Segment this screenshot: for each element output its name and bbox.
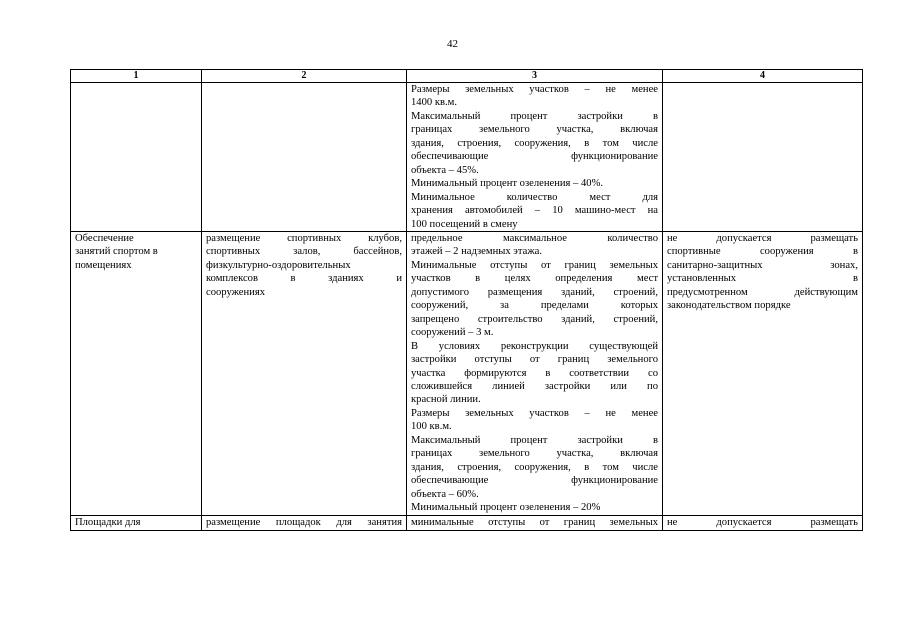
cell-text-line: участка формируются в соответствии со (411, 367, 658, 379)
cell-text-line: обеспечивающие функционирование (411, 151, 658, 163)
cell-text-line: сооружений, за пределами которых (411, 300, 658, 312)
cell-text-line: Обеспечение (75, 232, 134, 244)
cell-text-line: Минимальное количество мест для (411, 191, 658, 203)
row-1-col-2 (202, 83, 407, 232)
cell-text-line: В условиях реконструкции существующей (411, 340, 658, 352)
column-header-3: 3 (407, 70, 663, 83)
cell-text-line: 100 кв.м. (411, 421, 452, 433)
cell-text-line: Минимальный процент озеленения – 20% (411, 502, 601, 514)
cell-text-line: сооружениях (206, 286, 265, 298)
row-3-col-3 (407, 515, 663, 530)
row-2-col-2 (202, 231, 407, 515)
cell-text-line: законодательством порядке (667, 300, 791, 312)
cell-text-line: предусмотренном действующим (667, 286, 858, 298)
cell-text-line: красной линии. (411, 394, 481, 406)
cell-text-line: хранения автомобилей – 10 машино-мест на (411, 205, 658, 217)
cell-text-line: 100 посещений в смену (411, 218, 518, 230)
cell-text-line: физкультурно-оздоровительных (206, 259, 351, 271)
cell-text-line: спортивных залов, бассейнов, (206, 246, 402, 258)
table-row (71, 515, 863, 530)
cell-text-line: объекта – 60%. (411, 488, 479, 500)
cell-text-line: Размеры земельных участков – не менее (411, 407, 658, 419)
zoning-table (70, 69, 863, 531)
cell-text-line: предельное максимальное количество (411, 232, 658, 244)
cell-text-line: границах земельного участка, включая (411, 124, 658, 136)
cell-text-line: 1400 кв.м. (411, 97, 457, 109)
row-1-col-1 (71, 83, 202, 232)
column-header-1: 1 (71, 70, 202, 83)
cell-text-line: Площадки для (75, 516, 141, 528)
cell-text-line: здания, строения, сооружения, в том числе (411, 137, 658, 149)
cell-text-line: минимальные отступы от границ земельных (411, 516, 658, 528)
cell-text-line: установленных в (667, 273, 858, 285)
cell-text-line: сложившейся линией застройки или по (411, 380, 658, 392)
cell-text-line: Максимальный процент застройки в (411, 434, 658, 446)
row-3-col-1 (71, 515, 202, 530)
cell-text-line: Размеры земельных участков – не менее (411, 84, 658, 95)
cell-text-line: не допускается размещать (667, 232, 858, 244)
cell-text-line: границах земельного участка, включая (411, 448, 658, 460)
cell-text-line: объекта – 45%. (411, 164, 479, 176)
cell-text-line: занятий спортом в (75, 246, 158, 258)
cell-text-line: здания, строения, сооружения, в том числе (411, 461, 658, 473)
row-1-col-4 (663, 83, 863, 232)
row-1-col-3 (407, 83, 663, 232)
table-header-row (71, 70, 863, 83)
cell-text-line: участков в целях определения мест (411, 273, 658, 285)
cell-text-line: застройки отступы от границ земельного (411, 354, 658, 366)
cell-text-line: Минимальный процент озеленения – 40%. (411, 178, 604, 190)
cell-text-line: санитарно-защитных зонах, (667, 259, 858, 271)
row-2-col-3 (407, 231, 663, 515)
row-2-col-1 (71, 231, 202, 515)
cell-text-line: Максимальный процент застройки в (411, 110, 658, 122)
row-3-col-4 (663, 515, 863, 530)
table-row (71, 231, 863, 515)
cell-text-line: помещениях (75, 259, 132, 271)
cell-text-line: Минимальные отступы от границ земельных (411, 259, 658, 271)
cell-text-line: сооружений – 3 м. (411, 327, 494, 339)
table-row (71, 83, 863, 232)
page-number: 42 (447, 38, 458, 50)
cell-text-line: обеспечивающие функционирование (411, 475, 658, 487)
cell-text-line: допустимого размещения зданий, строений, (411, 286, 658, 298)
cell-text-line: запрещено строительство зданий, строений, (411, 313, 658, 325)
cell-text-line: размещение площадок для занятия (206, 516, 402, 528)
cell-text-line: размещение спортивных клубов, (206, 232, 402, 244)
column-header-4: 4 (663, 70, 863, 83)
row-3-col-2 (202, 515, 407, 530)
cell-text-line: не допускается размещать (667, 516, 858, 528)
column-header-2: 2 (202, 70, 407, 83)
cell-text-line: этажей – 2 надземных этажа. (411, 246, 542, 258)
cell-text-line: комплексов в зданиях и (206, 273, 402, 285)
row-2-col-4 (663, 231, 863, 515)
cell-text-line: спортивные сооружения в (667, 246, 858, 258)
